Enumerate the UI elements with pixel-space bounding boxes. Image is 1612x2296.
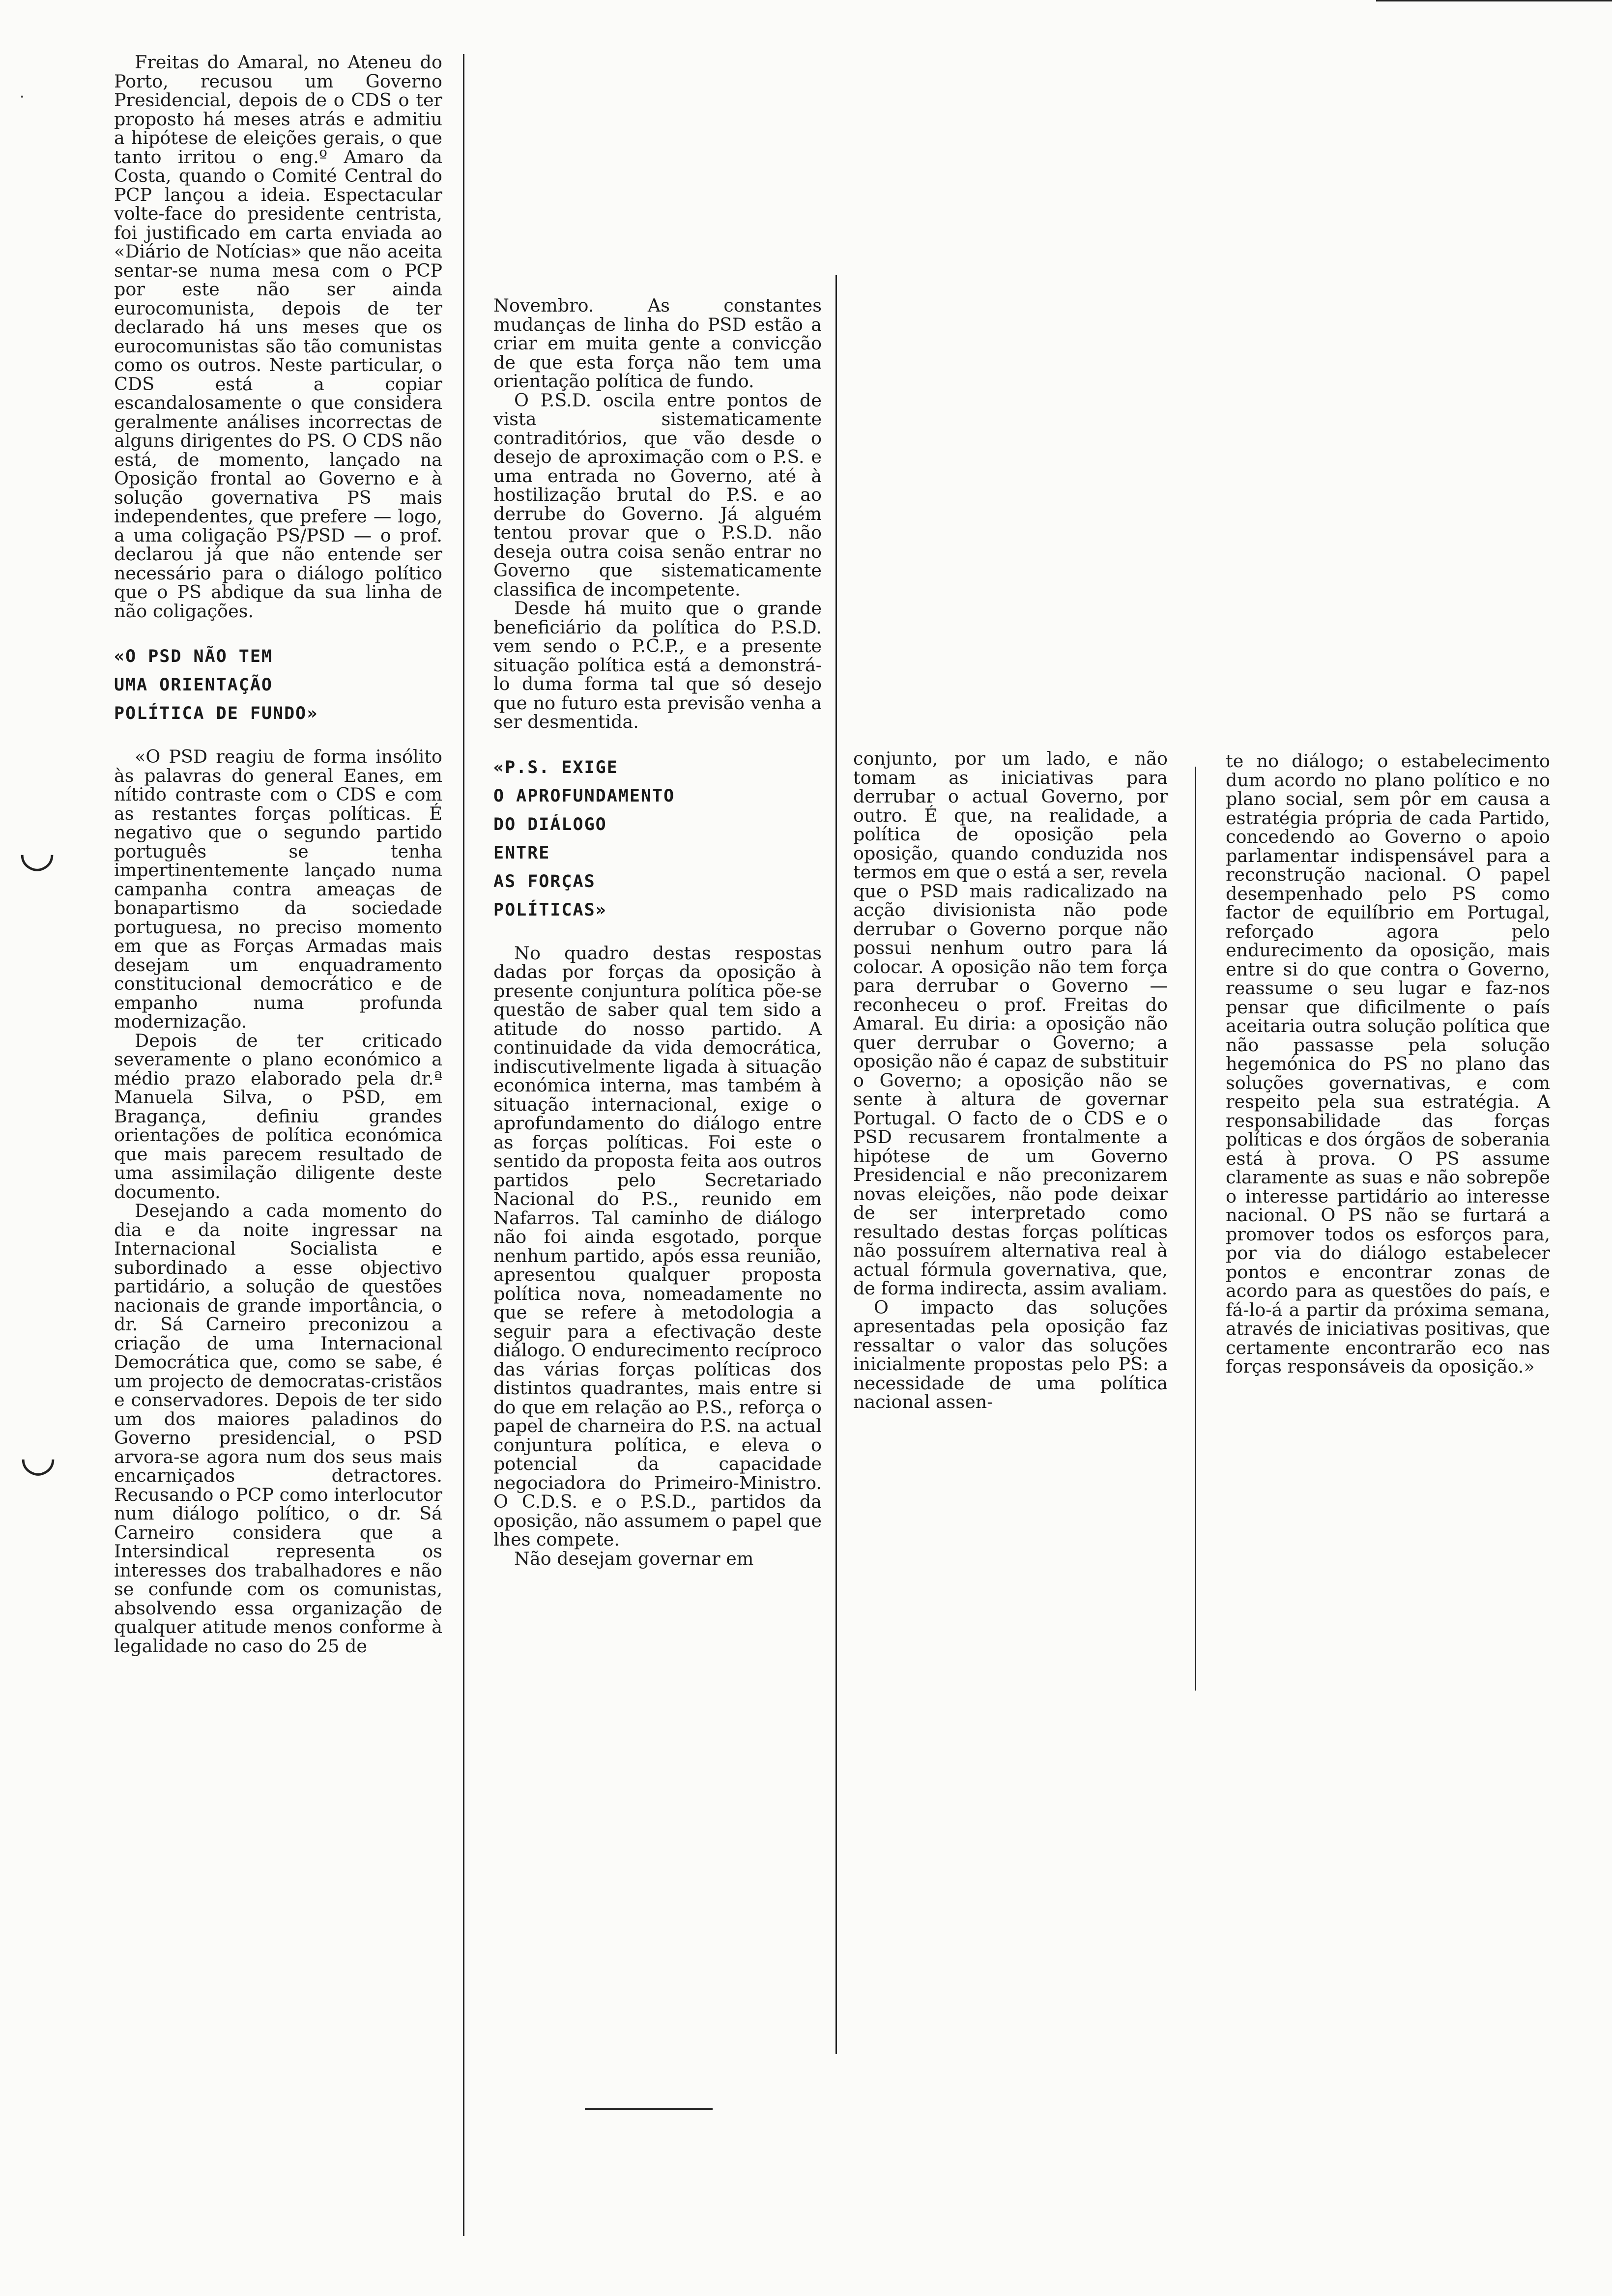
paragraph: O P.S.D. oscila entre pontos de vista sistematicamente contraditórios, que vão desde o desejo de aproximação com o P.S. e uma entrada no Governo, até à hostilização brutal do P.S. e ao derrube do Governo. Já alguém tentou provar que o P.S.D. não deseja outra coisa senão entrar no Governo que sistematicamente classifica de incompetente.	[493, 389, 822, 600]
punch-mark-upper: ◡	[19, 827, 56, 876]
paragraph: Freitas do Amaral, no Ateneu do Porto, recusou um Governo Presidencial, depois de o CDS o ter proposto há meses atrás e admitiu a hipótese de eleições gerais, o que tanto irritou o eng.º Amaro da Costa, quando o Comité Central do PCP lançou a ideia. Espectacular volte-face do presidente centrista, foi justificado em carta enviada ao «Diário de Notícias» que não aceita sentar-se numa mesa com o PCP por este não ser ainda eurocomunista, depois de ter declarado há uns meses que os eurocomunistas são tão comunistas como os outros. Neste particular, o CDS está a copiar escandalosamente o que considera geralmente análises incorrectas de alguns dirigentes do PS. O CDS não está, de momento, lançado na Oposição frontal ao Governo e à solução governativa PS mais independentes, que prefere — logo, a uma coligação PS/PSD — o prof. declarou já que não entende ser necessário para o diálogo político que o PS abdique da sua linha de não coligações.	[114, 52, 442, 622]
article-column-2	[493, 296, 822, 1568]
paragraph: O impacto das soluções apresentadas pela oposição faz ressaltar o valor das soluções inicialmente propostas pelo PS: a necessidade de uma política nacional assen-	[853, 1296, 1168, 1412]
column-rule-3	[1195, 767, 1196, 1691]
punch-mark-lower: ◡	[20, 1432, 57, 1481]
subheading-psd: «O PSD NÃO TEM UMA ORIENTAÇÃO POLÍTICA DE FUNDO»	[114, 647, 318, 723]
article-column-4	[1226, 752, 1550, 1377]
column-rule-1	[463, 54, 464, 2236]
paragraph: Depois de ter criticado severamente o plano económico a médio prazo elaborado pela dr.ª Manuela Silva, o PSD, em Bragança, definiu grandes orientações de política económica que mais parecem resultado de uma assimilação diligente deste documento.	[114, 1030, 442, 1203]
paragraph: Novembro. As constantes mudanças de linha do PSD estão a criar em muita gente a convicção de que esta força não tem uma orientação política de fundo.	[493, 295, 822, 392]
punch-mark-top: ·	[20, 88, 25, 106]
paragraph: «O PSD reagiu de forma insólito às palavras do general Eanes, em nítido contraste com o CDS e com as restantes forças políticas. É negativo que o segundo partido português se tenha impertinentemente lançado numa campanha contra ameaças de bonapartismo da sociedade portuguesa, no preciso momento em que as Forças Armadas mais desejam um enquadramento constitucional democrático e de empanho numa profunda modernização.	[114, 746, 442, 1032]
paragraph: Desejando a cada momento do dia e da noite ingressar na Internacional Socialista e subordinado a esse objectivo partidário, a solução de questões nacionais de grande importância, o dr. Sá Carneiro preconizou a criação de uma Internacional Democrática que, como se sabe, é um projecto de democratas-cristãos e conservadores. Depois de ter sido um dos maiores paladinos do Governo presidencial, o PSD arvora-se agora num dos seus mais encarniçados detractores. Recusando o PCP como interlocutor num diálogo político, o dr. Sá Carneiro considera que a Intersindical representa os interesses dos trabalhadores e não se confunde com os comunistas, absolvendo essa organização de qualquer atitude menos conforme à legalidade no caso do 25 de	[114, 1200, 442, 1657]
end-rule	[585, 2108, 713, 2110]
paragraph: te no diálogo; o estabelecimento dum acordo no plano político e no plano social, sem pôr em causa a estratégia própria de cada Partido, concedendo ao Governo o apoio parlamentar indispensável para a reconstrução nacional. O papel desempenhado pelo PS como factor de equilíbrio em Portugal, reforçado agora pelo endurecimento da oposição, mais entre si do que contra o Governo, reassume o seu lugar e faz-nos pensar que dificilmente o país aceitaria outra solução política que não passasse pela solução hegemónica do PS no plano das soluções governativas, e com respeito pela sua estratégia. A responsabilidade das forças políticas e dos órgãos de soberania está à prova. O PS assume claramente as suas e não sobrepõe o interesse partidário ao interesse nacional. O PS não se furtará a promover todos os esforços para, por via do diálogo estabelecer pontos e encontrar zonas de acordo para as questões do país, e fá-lo-á a partir da próxima semana, através de iniciativas positivas, que certamente encontrarão eco nas forças responsáveis da oposição.»	[1226, 750, 1550, 1377]
article-column-3	[853, 749, 1168, 1412]
subheading-ps: «P.S. EXIGE O APROFUNDAMENTO DO DIÁLOGO ENTRE AS FORÇAS POLÍTICAS»	[493, 757, 675, 920]
article-column-1	[114, 53, 442, 1656]
top-edge-rule	[1376, 0, 1612, 1]
column-rule-2	[835, 275, 837, 2054]
paragraph: conjunto, por um lado, e não tomam as iniciativas para derrubar o actual Governo, por outro. É que, na realidade, a política de oposição pela oposição, quando conduzida nos termos em que o está a ser, revela que o PSD mais radicalizado na acção divisionista não pode derrubar o Governo porque não possui nenhum outro para lá colocar. A oposição não tem força para derrubar o Governo — reconheceu o prof. Freitas do Amaral. Eu diria: a oposição não quer derrubar o Governo; a oposição não é capaz de substituir o Governo; a oposição não se sente à altura de governar Portugal. O facto de o CDS e o PSD recusarem frontalmente a hipótese de um Governo Presidencial e não preconizarem novas eleições, não pode deixar de ser interpretado como resultado destas forças políticas não possuírem alternativa real à actual fórmula governativa, que, de forma indirecta, assim avaliam.	[853, 748, 1168, 1299]
paragraph: Desde há muito que o grande beneficiário da política do P.S.D. vem sendo o P.C.P., e a presente situação política está a demonstrá-lo duma forma tal que só desejo que no futuro esta previsão venha a ser desmentida.	[493, 598, 822, 732]
paragraph: No quadro destas respostas dadas por forças da oposição à presente conjuntura política põe-se questão de saber qual tem sido a atitude do nosso partido. A continuidade da vida democrática, indiscutivelmente ligada à situação económica interna, mas também à situação internacional, exige o aprofundamento do diálogo entre as forças políticas. Foi este o sentido da proposta feita aos outros partidos pelo Secretariado Nacional do P.S., reunido em Nafarros. Tal caminho de diálogo não foi ainda esgotado, porque nenhum partido, após essa reunião, apresentou qualquer proposta política nova, nomeadamente no que se refere à metodologia a seguir para a efectivação deste diálogo. O endurecimento recíproco das várias forças políticas dos distintos quadrantes, mais entre si do que em relação ao P.S., reforça o papel de charneira do P.S. na actual conjuntura política, e eleva o potencial da capacidade negociadora do Primeiro-Ministro. O C.D.S. e o P.S.D., partidos da oposição, não assumem o papel que lhes compete.	[493, 942, 822, 1550]
paragraph: Não desejam governar em	[514, 1548, 754, 1569]
